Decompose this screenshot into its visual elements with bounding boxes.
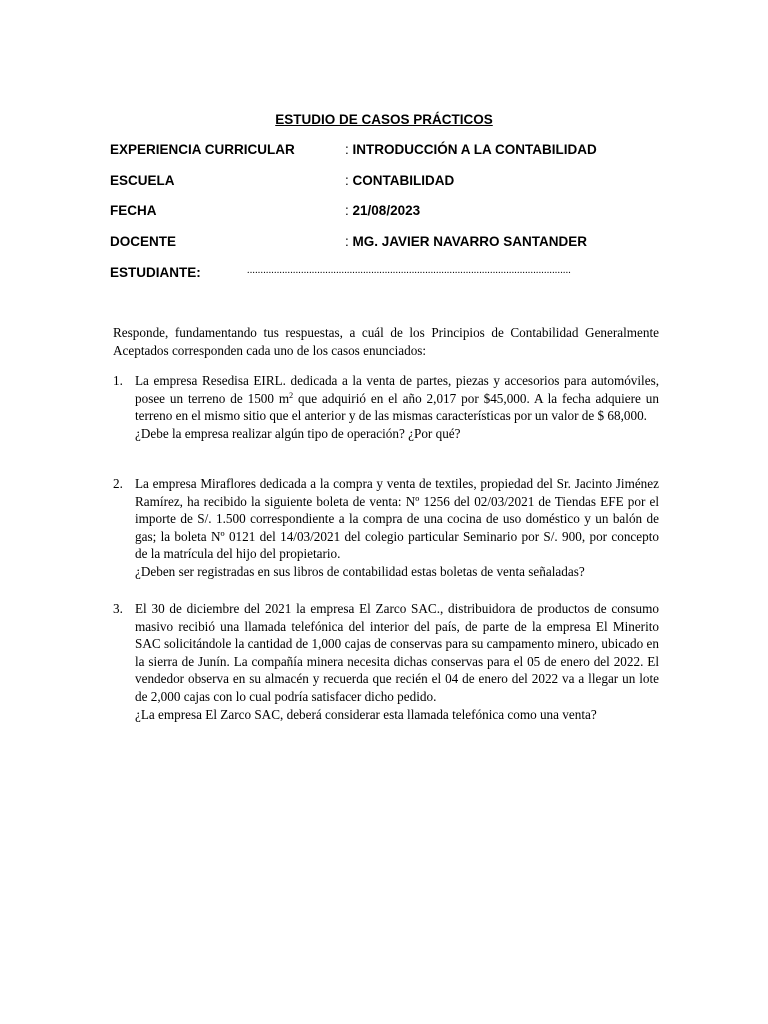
superscript: 2 — [289, 390, 294, 400]
header-colon: : — [345, 203, 349, 218]
case-text: La empresa Miraflores dedicada a la compra y venta de textiles, propiedad del Sr. Jacinto Jiménez Ramírez, ha recibido la siguiente boleta de venta: Nº 1256 del 02/03/2021 de Tiendas EFE por el importe de S/. 1.500 correspondiente a la compra de una cocina de uso doméstico y un balón de gas; la boleta Nº 0121 del 14/03/2021 del colegio particular Seminario por S/. 900, por concepto de la matrícula del hijo del propietario. — [135, 476, 659, 562]
header-value-fecha — [345, 203, 420, 218]
student-name-field[interactable]: ........................................................................................................................ — [247, 265, 571, 276]
case-text: El 30 de diciembre del 2021 la empresa El Zarco SAC., distribuidora de productos de consumo masivo recibió una llamada telefónica del interior del país, de parte de la empresa El Minerito SAC solicitándole la cantidad de 1,000 cajas de conservas para su campamento minero, ubicado en la sierra de Junín. La compañía minera necesita dichas conservas para el 05 de enero del 2022. El vendedor observa en su almacén y recuerda que recién el 04 de enero del 2022 va a llegar un lote de 2,000 cajas con lo cual podría satisfacer dicho pedido. — [135, 601, 659, 704]
header-value-escuela — [345, 173, 454, 188]
document-title: ESTUDIO DE CASOS PRÁCTICOS — [275, 112, 493, 127]
header-value-text: CONTABILIDAD — [352, 173, 455, 188]
header-value-text: MG. JAVIER NAVARRO SANTANDER — [352, 234, 588, 249]
header-label-experiencia: EXPERIENCIA CURRICULAR — [110, 142, 295, 157]
header-value-text: 21/08/2023 — [352, 203, 421, 218]
case-number: 3. — [113, 601, 123, 616]
case-item-3 — [113, 600, 659, 723]
case-number: 1. — [113, 373, 123, 388]
header-label-escuela: ESCUELA — [110, 173, 175, 188]
header-label-fecha: FECHA — [110, 203, 157, 218]
case-number: 2. — [113, 476, 123, 491]
case-question: ¿Debe la empresa realizar algún tipo de operación? ¿Por qué? — [135, 425, 461, 441]
case-question: ¿Deben ser registradas en sus libros de contabilidad estas boletas de venta señaladas? — [135, 563, 585, 579]
student-label: ESTUDIANTE: — [110, 265, 201, 280]
header-value-docente — [345, 234, 587, 249]
header-value-text: INTRODUCCIÓN A LA CONTABILIDAD — [352, 142, 597, 157]
case-item-2 — [113, 475, 659, 581]
header-colon: : — [345, 173, 349, 188]
header-colon: : — [345, 234, 349, 249]
case-item-1 — [113, 372, 659, 442]
header-label-docente: DOCENTE — [110, 234, 177, 249]
header-value-experiencia — [345, 142, 597, 157]
case-text: La empresa Resedisa EIRL. dedicada a la venta de partes, piezas y accesorios para automóviles, posee un terreno de 1500 $m^2$ que adquirió en el año 2,017 por $45,000. A la fecha adquiere un terreno en el mismo sitio que el anterior y de las mismas características por un valor de $ 68,000. — [135, 373, 659, 424]
instructions-paragraph: Responde, fundamentando tus respuestas, a cuál de los Principios de Contabilidad Generalmente Aceptados corresponden cada uno de los casos enunciados: — [113, 325, 659, 358]
header-colon: : — [345, 142, 349, 157]
case-question: ¿La empresa El Zarco SAC, deberá considerar esta llamada telefónica como una venta? — [135, 706, 597, 722]
